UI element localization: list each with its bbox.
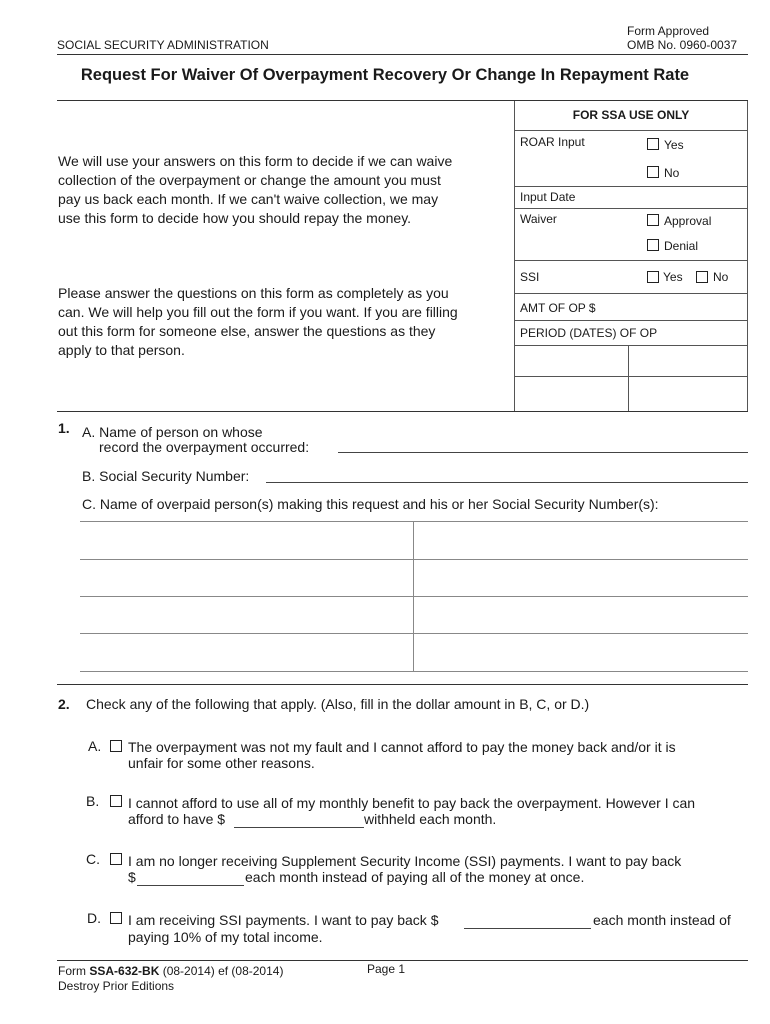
q2-number: 2.	[58, 696, 70, 712]
ssi-no-label: No	[713, 270, 729, 284]
q1c-name-cell-3[interactable]	[81, 597, 412, 632]
ssa-row-rule	[514, 376, 748, 377]
omb-number: OMB No. 0960-0037	[627, 38, 738, 52]
q1a-label-line2: record the overpayment occurred:	[99, 439, 310, 455]
q2b-amount-field[interactable]	[234, 827, 364, 828]
q2-intro: Check any of the following that apply. (Also, fill in the dollar amount in B, C, or D.)	[86, 696, 590, 712]
q2b-text-line1: I cannot afford to use all of my monthly benefit to pay back the overpayment. However I can	[128, 795, 696, 811]
q2c-letter: C.	[86, 851, 100, 867]
q1b-label: B. Social Security Number:	[82, 468, 250, 484]
q2b-checkbox[interactable]	[110, 795, 122, 807]
q1c-name-cell-2[interactable]	[81, 560, 412, 595]
ssa-row-rule	[514, 293, 748, 294]
q2b-text-line2a: afford to have $	[128, 811, 226, 827]
q1c-ssn-cell-1[interactable]	[414, 522, 747, 558]
q1c-name-cell-4[interactable]	[81, 634, 412, 670]
period-divider	[628, 345, 629, 411]
title-rule	[57, 100, 748, 101]
ssi-no-checkbox[interactable]	[696, 271, 708, 283]
ssa-row-rule	[514, 260, 748, 261]
q2c-text-line1: I am no longer receiving Supplement Security Income (SSI) payments. I want to pay back	[128, 853, 682, 869]
roar-no-label: No	[664, 166, 680, 180]
form-prefix: Form	[58, 964, 90, 978]
q2d-text-line2: paying 10% of my total income.	[128, 929, 323, 945]
section-rule	[57, 684, 748, 685]
input-date-label: Input Date	[520, 190, 576, 204]
destroy-notice: Destroy Prior Editions	[58, 979, 175, 993]
q2d-text-line1b: each month instead of	[593, 912, 731, 928]
ssi-yes-checkbox[interactable]	[647, 271, 659, 283]
waiver-label: Waiver	[520, 212, 557, 226]
q1c-name-cell-1[interactable]	[81, 522, 412, 558]
q2a-checkbox[interactable]	[110, 740, 122, 752]
header-rule	[57, 54, 748, 55]
ssa-heading: FOR SSA USE ONLY	[572, 108, 690, 122]
form-edition: (08-2014) ef (08-2014)	[159, 964, 284, 978]
ssa-box-right-border	[747, 101, 748, 411]
form-approved: Form Approved	[627, 24, 710, 38]
amt-of-op-label: AMT OF OP $	[520, 301, 596, 315]
form-title: Request For Waiver Of Overpayment Recovery Or Change In Repayment Rate	[80, 66, 690, 84]
q1c-ssn-cell-3[interactable]	[414, 597, 747, 632]
ssi-label: SSI	[520, 270, 540, 284]
ssa-row-rule	[514, 130, 748, 131]
ssa-row-rule	[514, 208, 748, 209]
ssa-row-rule	[514, 320, 748, 321]
q2d-text-line1a: I am receiving SSI payments. I want to pay back $	[128, 912, 439, 928]
section-rule	[57, 411, 748, 412]
q2a-letter: A.	[88, 738, 102, 754]
agency-name: SOCIAL SECURITY ADMINISTRATION	[57, 38, 269, 52]
intro-paragraph-1: We will use your answers on this form to decide if we can waive collection of the overpayment or change the amount you must pay us back each month. If we can't waive collection, we may use this form to decide how you should repay the money.	[58, 153, 453, 226]
q1a-label-line1: A. Name of person on whose	[82, 424, 263, 440]
q1b-ssn-field[interactable]	[266, 482, 748, 483]
ssa-box-left-border	[514, 101, 515, 411]
q1c-ssn-cell-2[interactable]	[414, 560, 747, 595]
period-of-op-label: PERIOD (DATES) OF OP	[520, 326, 658, 340]
intro-paragraph-2: Please answer the questions on this form as completely as you can. We will help you fill out the form if you want. If you are filling out this form for someone else, answer the questions as they apply to that person.	[58, 285, 458, 358]
ssa-row-rule	[514, 345, 748, 346]
q2a-text-line2: unfair for some other reasons.	[128, 755, 315, 771]
q2d-checkbox[interactable]	[110, 912, 122, 924]
roar-yes-checkbox[interactable]	[647, 138, 659, 150]
form-number: SSA-632-BK	[89, 964, 160, 978]
q1c-ssn-cell-4[interactable]	[414, 634, 747, 670]
waiver-approval-label: Approval	[664, 214, 712, 228]
ssi-yes-label: Yes	[663, 270, 683, 284]
waiver-denial-checkbox[interactable]	[647, 239, 659, 251]
q2a-text-line1: The overpayment was not my fault and I cannot afford to pay the money back and/or it is	[128, 739, 676, 755]
footer-rule	[57, 960, 748, 961]
q2c-amount-field[interactable]	[137, 885, 244, 886]
table-row-rule	[80, 671, 748, 672]
page-number: Page 1	[367, 962, 406, 976]
form-id-line	[58, 964, 283, 978]
ssa-row-rule	[514, 186, 748, 187]
q2b-text-line2b: withheld each month.	[364, 811, 497, 827]
q2d-letter: D.	[87, 910, 101, 926]
q2c-checkbox[interactable]	[110, 853, 122, 865]
q1a-name-field[interactable]	[338, 452, 748, 453]
roar-no-checkbox[interactable]	[647, 166, 659, 178]
roar-input-label: ROAR Input	[520, 135, 585, 149]
waiver-denial-label: Denial	[664, 239, 699, 253]
q2b-letter: B.	[86, 793, 100, 809]
q2d-amount-field[interactable]	[464, 928, 591, 929]
q1-number: 1.	[58, 420, 70, 436]
waiver-approval-checkbox[interactable]	[647, 214, 659, 226]
roar-yes-label: Yes	[664, 138, 684, 152]
q1c-label: C. Name of overpaid person(s) making this request and his or her Social Security Number(s):	[82, 496, 659, 512]
q2c-text-line2a: $	[128, 869, 136, 885]
q2c-text-line2b: each month instead of paying all of the money at once.	[245, 869, 585, 885]
